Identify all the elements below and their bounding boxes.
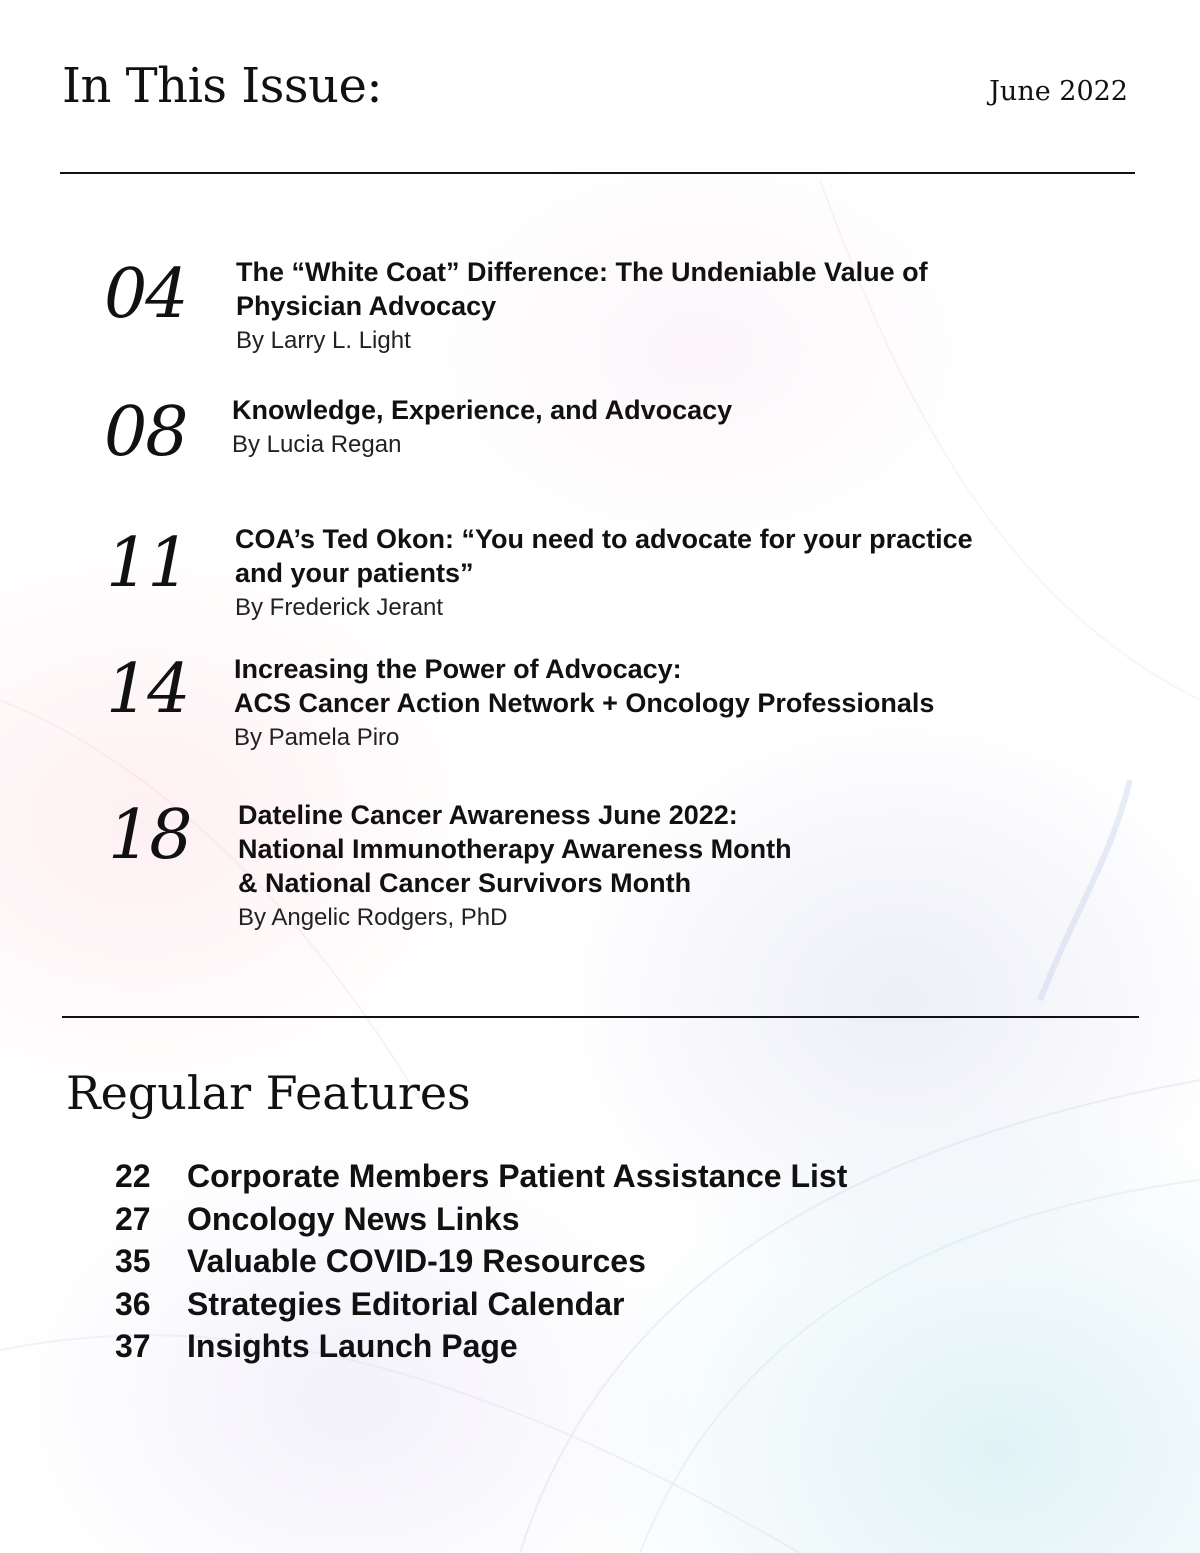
article-byline: By Lucia Regan bbox=[232, 431, 402, 458]
article-title-line[interactable]: Increasing the Power of Advocacy: bbox=[234, 654, 682, 684]
feature-page-number: 36 bbox=[115, 1285, 151, 1322]
article-page-number: 08 bbox=[104, 393, 187, 472]
section-divider bbox=[62, 1016, 1139, 1018]
article-byline: By Frederick Jerant bbox=[235, 594, 444, 621]
feature-page-number: 22 bbox=[115, 1158, 151, 1194]
feature-item[interactable] bbox=[115, 1283, 847, 1326]
article-title-line[interactable]: National Immunotherapy Awareness Month bbox=[238, 834, 792, 864]
feature-label[interactable]: Strategies Editorial Calendar bbox=[187, 1285, 625, 1322]
article-page-number: 18 bbox=[108, 796, 191, 875]
feature-label[interactable]: Oncology News Links bbox=[187, 1200, 520, 1237]
feature-label[interactable]: Valuable COVID-19 Resources bbox=[187, 1243, 646, 1280]
article-title-line[interactable]: ACS Cancer Action Network + Oncology Professionals bbox=[234, 688, 935, 718]
page-title: In This Issue: bbox=[62, 58, 383, 114]
article-byline: By Pamela Piro bbox=[234, 724, 400, 751]
article-page-number: 14 bbox=[106, 650, 189, 729]
feature-item[interactable] bbox=[115, 1198, 847, 1241]
feature-page-number: 35 bbox=[115, 1243, 151, 1280]
feature-label[interactable]: Corporate Members Patient Assistance List bbox=[187, 1158, 848, 1194]
article-title-line[interactable]: Knowledge, Experience, and Advocacy bbox=[232, 395, 733, 425]
regular-features-heading: Regular Features bbox=[66, 1066, 471, 1120]
article-title-line[interactable]: COA’s Ted Okon: “You need to advocate for your practice bbox=[235, 524, 973, 554]
feature-page-number: 27 bbox=[115, 1200, 151, 1237]
feature-item[interactable] bbox=[115, 1155, 847, 1198]
feature-item[interactable] bbox=[115, 1240, 847, 1283]
feature-item[interactable] bbox=[115, 1325, 847, 1368]
article-title-line[interactable]: Physician Advocacy bbox=[236, 291, 497, 321]
article-page-number: 04 bbox=[104, 255, 187, 334]
article-title-line[interactable]: and your patients” bbox=[235, 558, 474, 588]
article-title-line[interactable]: Dateline Cancer Awareness June 2022: bbox=[238, 800, 738, 830]
regular-features-list bbox=[115, 1155, 847, 1368]
article-byline: By Angelic Rodgers, PhD bbox=[238, 904, 508, 931]
feature-label[interactable]: Insights Launch Page bbox=[187, 1328, 518, 1365]
article-title-line[interactable]: The “White Coat” Difference: The Undeniable Value of bbox=[236, 257, 928, 287]
article-byline: By Larry L. Light bbox=[236, 327, 411, 354]
article-page-number: 11 bbox=[106, 524, 189, 603]
header-divider bbox=[60, 172, 1135, 174]
issue-date: June 2022 bbox=[989, 76, 1128, 107]
feature-page-number: 37 bbox=[115, 1328, 151, 1365]
article-title-line[interactable]: & National Cancer Survivors Month bbox=[238, 868, 692, 898]
